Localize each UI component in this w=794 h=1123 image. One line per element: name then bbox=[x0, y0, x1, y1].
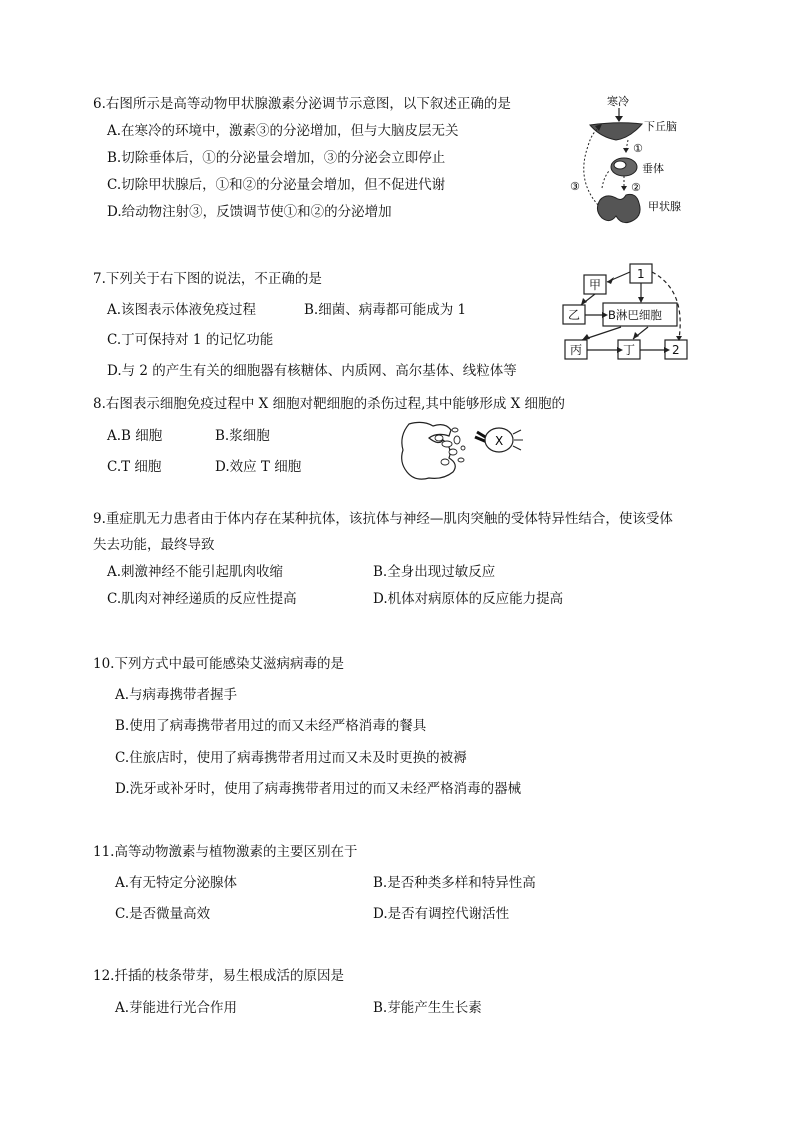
label-bing: 丙 bbox=[570, 343, 583, 357]
arrow-1-label: ① bbox=[633, 142, 643, 155]
cold-label: 寒冷 bbox=[607, 95, 629, 108]
label-jia: 甲 bbox=[589, 278, 602, 292]
x-cell-killing-diagram bbox=[395, 418, 530, 486]
label-b-cell: B淋巴细胞 bbox=[608, 308, 662, 322]
question-12-option-a: A.芽能进行光合作用 bbox=[115, 1000, 238, 1016]
question-8-option-a: A.B 细胞 bbox=[107, 428, 163, 444]
question-11-option-b: B.是否种类多样和特异性高 bbox=[373, 875, 536, 891]
question-9-option-d: D.机体对病原体的反应能力提高 bbox=[373, 591, 564, 607]
question-8-option-b: B.浆细胞 bbox=[215, 428, 270, 444]
question-11-option-a: A.有无特定分泌腺体 bbox=[115, 875, 238, 891]
label-ding: 丁 bbox=[623, 343, 636, 357]
question-9-option-b: B.全身出现过敏反应 bbox=[373, 564, 496, 580]
question-7-option-b: B.细菌、病毒都可能成为 1 bbox=[304, 302, 467, 318]
question-12-option-b: B.芽能产生生长素 bbox=[373, 1000, 482, 1016]
question-10-option-d: D.洗牙或补牙时，使用了病毒携带者用过的而又未经严格消毒的器械 bbox=[115, 781, 522, 797]
thyroid-regulation-diagram bbox=[560, 90, 720, 240]
arrow-3-label: ③ bbox=[570, 180, 580, 193]
hypothalamus-label: 下丘脑 bbox=[644, 120, 677, 133]
thyroid-shape bbox=[597, 194, 640, 222]
question-11-option-c: C.是否微量高效 bbox=[115, 906, 211, 922]
question-9-stem: 9.重症肌无力患者由于体内存在某种抗体，该抗体与神经—肌肉突触的受体特异性结合，使该受体 bbox=[93, 511, 673, 527]
question-8-option-c: C.T 细胞 bbox=[107, 459, 162, 475]
thyroid-label: 甲状腺 bbox=[648, 200, 681, 213]
question-6-option-d: D.给动物注射③，反馈调节使①和②的分泌增加 bbox=[107, 204, 392, 220]
question-6-option-a: A.在寒冷的环境中，激素③的分泌增加，但与大脑皮层无关 bbox=[107, 123, 459, 139]
question-10-option-c: C.住旅店时，使用了病毒携带者用过而又未及时更换的被褥 bbox=[115, 750, 467, 766]
question-12-stem: 12.扦插的枝条带芽，易生根成活的原因是 bbox=[93, 968, 344, 984]
pituitary-label: 垂体 bbox=[642, 162, 664, 175]
question-9-option-c: C.肌肉对神经递质的反应性提高 bbox=[107, 591, 297, 607]
question-10-stem: 10.下列方式中最可能感染艾滋病病毒的是 bbox=[93, 656, 344, 672]
label-2: 2 bbox=[672, 343, 680, 357]
question-11-stem: 11.高等动物激素与植物激素的主要区别在于 bbox=[93, 844, 358, 860]
question-6-option-b: B.切除垂体后，①的分泌量会增加，③的分泌会立即停止 bbox=[107, 150, 446, 166]
question-9-option-a: A.刺激神经不能引起肌肉收缩 bbox=[107, 564, 284, 580]
question-7-stem: 7.下列关于右下图的说法，不正确的是 bbox=[93, 271, 322, 287]
question-7-option-d: D.与 2 的产生有关的细胞器有核糖体、内质网、高尔基体、线粒体等 bbox=[107, 363, 517, 379]
question-6-stem: 6.右图所示是高等动物甲状腺激素分泌调节示意图，以下叙述正确的是 bbox=[93, 96, 511, 112]
arrow-2-label: ② bbox=[631, 181, 641, 194]
label-yi: 乙 bbox=[568, 308, 581, 322]
question-7-option-a: A.该图表示体液免疫过程 bbox=[107, 302, 257, 318]
question-7-option-c: C.丁可保持对 1 的记忆功能 bbox=[107, 332, 274, 348]
immune-flow-diagram bbox=[555, 260, 695, 365]
question-8-option-d: D.效应 T 细胞 bbox=[215, 459, 302, 475]
question-9-stem-continued: 失去功能，最终导致 bbox=[93, 537, 215, 553]
question-11-option-d: D.是否有调控代谢活性 bbox=[373, 906, 510, 922]
question-10-option-b: B.使用了病毒携带者用过的而又未经严格消毒的餐具 bbox=[115, 718, 427, 734]
x-cell-label: X bbox=[495, 434, 504, 448]
label-1: 1 bbox=[637, 267, 645, 281]
question-8-stem: 8.右图表示细胞免疫过程中 X 细胞对靶细胞的杀伤过程,其中能够形成 X 细胞的 bbox=[93, 396, 566, 412]
target-cell bbox=[402, 422, 456, 479]
question-6-option-c: C.切除甲状腺后，①和②的分泌量会增加，但不促进代谢 bbox=[107, 177, 446, 193]
question-10-option-a: A.与病毒携带者握手 bbox=[115, 687, 238, 703]
